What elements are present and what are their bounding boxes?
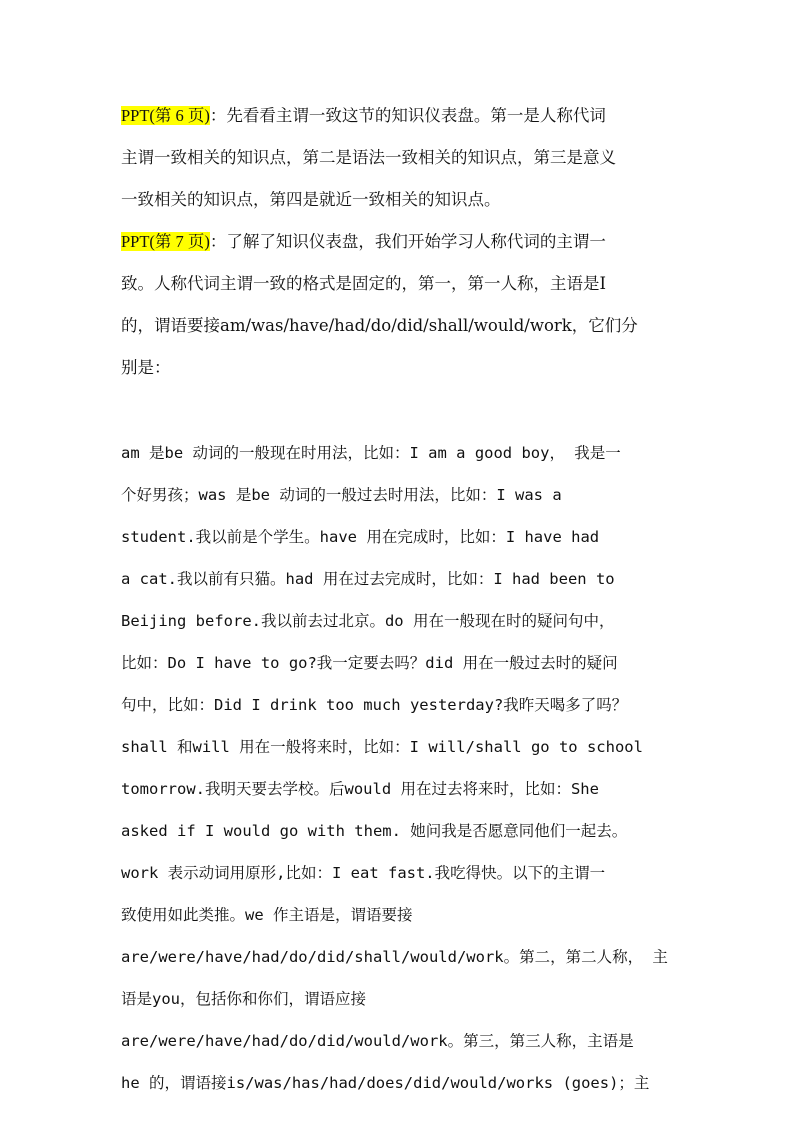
- text-line: are/were/have/had/do/did/would/work。第三，第三人称，主语是: [121, 1032, 634, 1050]
- text-line: he 的，谓语接is/was/has/had/does/did/would/works (goes)；主: [121, 1074, 650, 1092]
- paragraph-ppt-page-7: [121, 221, 681, 389]
- text-line: tomorrow.我明天要去学校。后would 用在过去将来时，比如：She: [121, 780, 599, 798]
- text-line: 句中，比如：Did I drink too much yesterday?我昨天喝多了吗？: [121, 696, 628, 714]
- paragraph-ppt-page-6: [121, 95, 681, 221]
- text-line: 语是you，包括你和你们，谓语应接: [121, 990, 366, 1008]
- highlighted-slide-marker: PPT(第 6 页): [121, 106, 210, 125]
- text-line: 致。人称代词主谓一致的格式是固定的，第一，第一人称，主语是I: [121, 274, 607, 293]
- highlighted-slide-marker: PPT(第 7 页): [121, 232, 210, 251]
- text-line: shall 和will 用在一般将来时，比如：I will/shall go to school: [121, 738, 643, 756]
- text-line: 比如：Do I have to go?我一定要去吗？did 用在一般过去时的疑问: [121, 654, 618, 672]
- text-line: 致使用如此类推。we 作主语是，谓语要接: [121, 906, 413, 924]
- text-line: work 表示动词用原形,比如：I eat fast.我吃得快。以下的主谓一: [121, 864, 606, 882]
- text-line: Beijing before.我以前去过北京。do 用在一般现在时的疑问句中，: [121, 612, 615, 630]
- paragraph-verb-explanations: [121, 432, 681, 1104]
- text-line: asked if I would go with them. 她问我是否愿意同他们一起去。: [121, 822, 628, 840]
- text-line: am 是be 动词的一般现在时用法，比如：I am a good boy， 我是一: [121, 444, 621, 462]
- text-line: student.我以前是个学生。have 用在完成时，比如：I have had: [121, 528, 600, 546]
- text-line: PPT(第 6 页)：先看看主谓一致这节的知识仪表盘。第一是人称代词: [121, 106, 606, 125]
- text-line: 个好男孩；was 是be 动词的一般过去时用法，比如：I was a: [121, 486, 562, 504]
- text-line: 一致相关的知识点，第四是就近一致相关的知识点。: [121, 190, 501, 209]
- text-line: a cat.我以前有只猫。had 用在过去完成时，比如：I had been to: [121, 570, 615, 588]
- text-line: 主谓一致相关的知识点，第二是语法一致相关的知识点，第三是意义: [121, 148, 616, 167]
- text-line: are/were/have/had/do/did/shall/would/work。第二，第二人称， 主: [121, 948, 668, 966]
- text-line: 的，谓语要接am/was/have/had/do/did/shall/would/work，它们分: [121, 316, 638, 335]
- text-line: 别是：: [121, 358, 171, 377]
- text-line: PPT(第 7 页)：了解了知识仪表盘，我们开始学习人称代词的主谓一: [121, 232, 606, 251]
